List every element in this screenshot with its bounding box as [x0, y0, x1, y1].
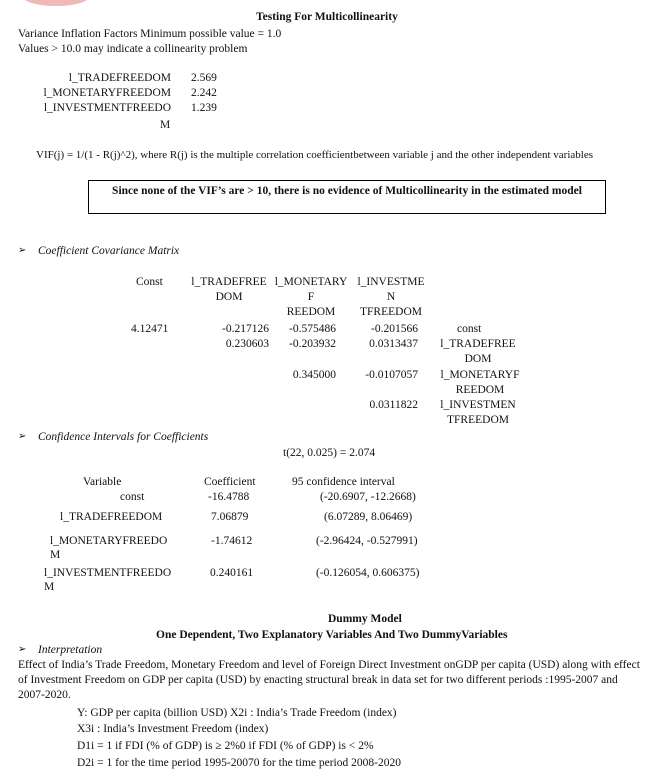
section-title: Testing For Multicollinearity — [256, 11, 398, 23]
cov-cell: 4.12471 — [131, 323, 169, 335]
ci-coef: -16.4788 — [208, 491, 250, 503]
cov-cell: -0.0107057 — [365, 369, 418, 381]
conclusion-text: Since none of the VIF’s are > 10, there is no evidence of Multicollinearity in the estimated model — [112, 185, 582, 197]
conclusion-box — [88, 180, 606, 214]
ci-interval: (-2.96424, -0.527991) — [316, 535, 418, 547]
ci-variable: l_INVESTMENTFREEDO M — [44, 567, 172, 593]
bullet-icon: ➢ — [18, 245, 27, 256]
ci-variable: const — [120, 491, 145, 503]
interpretation-heading: Interpretation — [38, 644, 103, 656]
ci-interval: (6.07289, 8.06469) — [324, 511, 413, 523]
dummy-title: Dummy Model — [328, 613, 402, 625]
ci-col-header: Coefficient — [204, 476, 256, 488]
variable-definition: X3i : India’s Investment Freedom (index) — [77, 723, 269, 735]
cov-col-header: l_TRADEFREE DOM — [191, 276, 267, 303]
dummy-subtitle: One Dependent, Two Explanatory Variables And Two DummyVariables — [156, 629, 508, 641]
ci-coef: 7.06879 — [211, 511, 249, 523]
highlight-blob — [22, 0, 90, 6]
cov-cell: -0.217126 — [222, 323, 269, 335]
variable-definition: Y: GDP per capita (billion USD) X2i : India’s Trade Freedom (index) — [77, 707, 397, 719]
cov-cell: 0.0313437 — [369, 338, 418, 350]
ci-col-header: Variable — [83, 476, 122, 488]
vif-note: Values > 10.0 may indicate a collinearity problem — [18, 43, 248, 55]
vif-label: l_INVESTMENTFREEDO — [43, 102, 171, 114]
bullet-icon: ➢ — [18, 644, 27, 655]
bullet-icon: ➢ — [18, 431, 27, 442]
ci-coef: -1.74612 — [211, 535, 253, 547]
cov-cell: 0.345000 — [292, 369, 336, 381]
vif-formula: VIF(j) = 1/(1 - R(j)^2), where R(j) is the multiple correlation coefficientbetween variable j and the other independent variables — [36, 149, 593, 161]
ci-variable: l_TRADEFREEDOM — [60, 511, 163, 523]
cov-col-header: Const — [136, 276, 163, 288]
vif-note: Variance Inflation Factors Minimum possible value = 1.0 — [18, 28, 282, 40]
variable-definition: D2i = 1 for the time period 1995-20070 for the time period 2008-2020 — [77, 757, 401, 769]
vif-label-wrap: M — [160, 119, 171, 131]
vif-value: 2.242 — [191, 87, 217, 99]
ci-coef: 0.240161 — [210, 567, 254, 579]
ci-interval: (-20.6907, -12.2668) — [320, 491, 416, 503]
vif-value: 1.239 — [191, 102, 217, 114]
ci-col-header: 95 confidence interval — [292, 476, 395, 488]
cov-row-label: l_INVESTMEN TFREEDOM — [440, 399, 516, 426]
variable-definition: D1i = 1 if FDI (% of GDP) is ≥ 2%0 if FDI (% of GDP) is < 2% — [77, 740, 374, 752]
t-statistic: t(22, 0.025) = 2.074 — [283, 447, 376, 459]
cov-col-header: l_INVESTME N TFREEDOM — [357, 276, 425, 318]
ci-variable: l_MONETARYFREEDO M — [50, 535, 168, 561]
cov-col-header: l_MONETARY F REEDOM — [274, 276, 348, 318]
interpretation-paragraph: Effect of India’s Trade Freedom, Monetary Freedom and level of Foreign Direct Investment onGDP per capita (USD) along with effect of Investment Freedom on GDP per capita (USD) by enacting structural break in data set for two different periods :1995-2007 and 2007-2020. — [18, 659, 640, 701]
vif-label: l_MONETARYFREEDOM — [43, 87, 171, 99]
ci-interval: (-0.126054, 0.606375) — [316, 567, 420, 579]
cov-cell: 0.0311822 — [369, 399, 418, 411]
cov-cell: -0.201566 — [371, 323, 418, 335]
cov-row-label: l_TRADEFREE DOM — [440, 338, 516, 365]
cov-cell: 0.230603 — [225, 338, 269, 350]
cov-cell: -0.575486 — [289, 323, 336, 335]
cov-row-label: l_MONETARYF REEDOM — [440, 369, 520, 396]
vif-value: 2.569 — [191, 72, 217, 84]
cov-cell: -0.203932 — [289, 338, 336, 350]
vif-label: l_TRADEFREEDOM — [68, 72, 171, 84]
cov-row-label: const — [457, 323, 482, 335]
cov-heading: Coefficient Covariance Matrix — [38, 245, 180, 257]
ci-heading: Confidence Intervals for Coefficients — [38, 431, 209, 443]
